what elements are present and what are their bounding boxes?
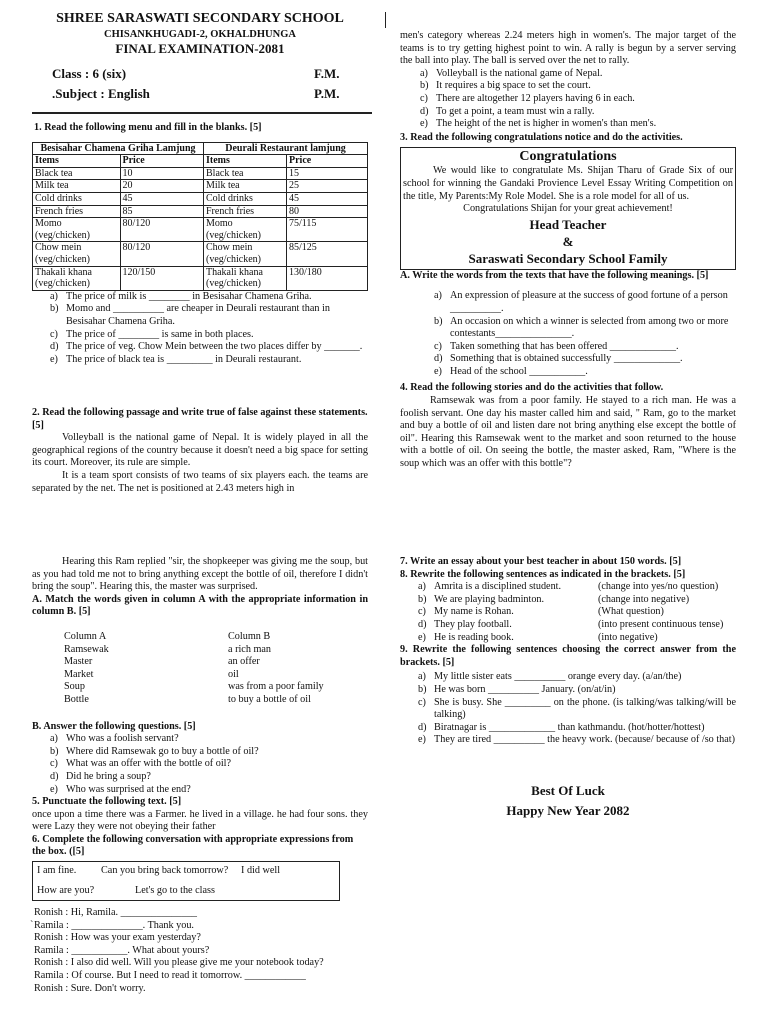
item-text: Taken something that has been offered _____________. [450,340,679,352]
list-item [450,366,736,379]
notice-signature-3: Saraswati Secondary School Family [468,250,668,266]
q5-text: once upon a time there was a Farmer. he lived in a village. he had four sons. they were Lazy they were not obeying their father [32,808,368,833]
list-item [434,594,736,607]
item-text: My name is Rohan. [434,606,514,618]
item-text: The price of ________ is same in both places. [66,328,254,340]
item-text: It requires a big space to set the court. [436,80,591,92]
item-instruction: (change into negative) [598,593,690,605]
menu-cell-a-price: 80/120 [120,218,204,242]
notice-signature-2: & [562,233,574,249]
menu-cell-a-price: 45 [120,192,204,205]
item-text: An occasion on which a winner is selected from among two or more contestants_______________. [450,315,729,340]
menu-cell-a-price: 20 [120,180,204,193]
list-item [436,106,736,119]
best-of-luck: Best Of Luck [531,782,605,798]
q9-title: 9. Rewrite the following sentences choosing the correct answer from the brackets. [5] [400,644,736,668]
column-a-word: Market [64,668,94,680]
menu-row [33,242,368,266]
item-text: The price of black tea is _________ in Deurali restaurant. [66,353,302,365]
menu-cell-a-item: Thakali khana (veg/chicken) [33,266,121,290]
menu-cell-a-item: Chow mein (veg/chicken) [33,242,121,266]
list-item [450,316,736,341]
list-item [450,353,736,366]
menu-col-price-a: Price [120,155,204,168]
menu-cell-b-price: 25 [287,180,368,193]
q2-paragraph-3: men's category whereas 2.24 meters high in women's. The major target of the teams is to try getting highest point to win. A rally is begun by a server serving the ball into play. The ball is served over the net to rally. [400,30,736,67]
list-item [434,697,736,722]
item-text: What was an offer with the bottle of oil? [66,758,232,770]
menu-row [33,192,368,205]
dialog-line: Ramila : Of course. But I need to read it tomorrow. ____________ [34,970,306,982]
match-row [64,681,324,694]
column-a-word: Ramsewak [64,643,109,655]
dialog-line: Ronish : How was your exam yesterday? [34,932,201,944]
list-item [434,632,736,645]
item-text: He is reading book. [434,631,514,643]
item-text: He was born __________ January. (on/at/in) [434,683,616,695]
list-item [434,734,736,747]
menu-cell-b-item: Black tea [204,167,287,180]
q2-title: 2. Read the following passage and write true of false against these statements. [5] [32,407,368,431]
menu-cell-b-item: Chow mein (veg/chicken) [204,242,287,266]
menu-cell-b-price: 80 [287,205,368,218]
expression-5: Let's go to the class [135,885,215,897]
q1-items [32,291,368,367]
notice-signature-1: Head Teacher [529,216,607,232]
school-address: CHISANKHUGADI-2, OKHALDHUNGA [104,29,296,40]
list-item [66,329,368,342]
q4b-items [32,733,368,796]
q7-title: 7. Write an essay about your best teacher in about 150 words. [5] [400,556,682,567]
item-text: Who was a foolish servant? [66,733,179,745]
expression-1: I am fine. [37,865,77,877]
menu-heading-a: Besisahar Chamena Griha Lamjung [33,142,204,155]
menu-table [32,142,368,291]
dialog-line: Ronish : Hi, Ramila. _______________ [34,907,197,919]
column-b-info: oil [228,668,239,680]
expression-2: Can you bring back tomorrow? [101,865,229,877]
match-table [64,631,324,707]
q4-story: Ramsewak was from a poor family. He stayed to a rich man. He was a foolish servant. One day his master called him and said, " Ram, go to the market and buy a bottle of oil and listen dare not bring anything else except the bottle of oil". Hearing this Ramsewak went to the market and soon returned to the house with a bottle of oil. On seeing the bottle, the master asked, Ram, "Where is the soup which was an offer with this bottle"? [400,395,736,470]
item-text: An expression of pleasure at the success of good fortune of a person __________. [450,290,728,314]
congratulations-notice [400,147,736,269]
column-b-info: an offer [228,656,260,668]
item-instruction: (into present continuous tense) [598,618,724,630]
menu-cell-b-price: 45 [287,192,368,205]
question-4-continued [32,556,368,995]
item-text: Where did Ramsewak go to buy a bottle of oil? [66,745,259,757]
menu-cell-b-item: Cold drinks [204,192,287,205]
menu-row [33,218,368,242]
column-b-info: to buy a bottle of oil [228,693,311,705]
exam-header [32,10,368,105]
item-text: Volleyball is the national game of Nepal. [436,67,603,79]
menu-cell-b-item: Thakali khana (veg/chicken) [204,266,287,290]
q3-title: 3. Read the following congratulations notice and do the activities. [400,131,683,143]
exam-title: FINAL EXAMINATION-2081 [115,41,285,56]
questions-7-9 [400,556,736,821]
menu-cell-a-price: 120/150 [120,266,204,290]
list-item [434,606,736,619]
menu-cell-a-item: Black tea [33,167,121,180]
pass-marks: P.M. [314,86,340,101]
list-item [434,684,736,697]
column-a-word: Soup [64,681,85,693]
list-item [66,303,368,328]
match-row [64,644,324,657]
menu-heading-b: Deurali Restaurant lamjung [204,142,368,155]
menu-cell-b-price: 75/115 [287,218,368,242]
menu-col-items-b: Items [204,155,287,168]
item-text: My little sister eats __________ orange every day. (a/an/the) [434,671,682,683]
subject-label: .Subject : English [52,86,150,101]
item-text: Head of the school ___________. [450,365,588,377]
q4a-title: A. Match the words given in column A with the appropriate information in column B. [5] [32,593,368,618]
menu-row [33,266,368,290]
list-item [436,93,736,106]
menu-cell-b-item: Milk tea [204,180,287,193]
menu-cell-a-item: French fries [33,205,121,218]
item-instruction: (change into yes/no question) [598,581,719,593]
notice-heading: Congratulations [519,149,617,165]
question-2-continued [400,30,736,471]
menu-col-items-a: Items [33,155,121,168]
column-a-heading: Column A [64,630,107,642]
list-item [436,118,736,131]
item-text: They play football. [434,618,512,630]
menu-cell-b-price: 130/180 [287,266,368,290]
dialog-line: Ronish : I also did well. Will you please give me your notebook today? [34,957,324,969]
q4-title: 4. Read the following stories and do the activities that follow. [400,382,664,394]
item-instruction: (What question) [598,606,664,618]
menu-cell-a-item: Milk tea [33,180,121,193]
q4-story-continued: Hearing this Ram replied "sir, the shopkeeper was giving me the soup, but as you had told me not to bring anything except the bottle of oil, therefore I didn't bring the soup". Hearing this, the master was surprised. [32,556,368,593]
happy-new-year: Happy New Year 2082 [506,802,630,818]
column-b-info: a rich man [228,643,271,655]
item-instruction: (into negative) [598,631,658,643]
list-item [66,354,368,367]
q1-title: 1. Read the following menu and fill in the blanks. [5] [34,122,262,133]
column-divider [385,12,386,28]
menu-row [33,167,368,180]
list-item [434,722,736,735]
menu-cell-a-item: Momo (veg/chicken) [33,218,121,242]
match-row [64,656,324,669]
stray-mark: ` [30,920,34,932]
q4b-title: B. Answer the following questions. [5] [32,720,196,732]
dialog-line: Ramila : ___________. What about yours? [34,944,210,956]
dialog-line: Ramila : ______________. Thank you. [34,919,194,931]
list-item [450,290,736,315]
list-item [450,341,736,354]
full-marks: F.M. [314,66,340,81]
q3-items [400,290,736,378]
menu-cell-b-price: 15 [287,167,368,180]
list-item [66,291,368,304]
menu-cell-a-price: 10 [120,167,204,180]
list-item [434,619,736,632]
school-name: SHREE SARASWATI SECONDARY SCHOOL [56,11,344,26]
q2-items [400,68,736,131]
expression-box [32,861,340,901]
question-2 [32,407,368,495]
match-row [64,694,324,707]
item-text: Amrita is a disciplined student. [434,581,562,593]
menu-cell-b-item: French fries [204,205,287,218]
list-item [436,80,736,93]
item-text: Did he bring a soup? [66,770,151,782]
list-item [436,68,736,81]
menu-row [33,205,368,218]
item-text: She is busy. She _________ on the phone. (is talking/was talking/will be talking) [434,696,736,721]
class-label: Class : 6 (six) [52,66,127,81]
header-divider [32,112,372,114]
menu-col-price-b: Price [287,155,368,168]
q9-items [400,671,736,747]
q8-title: 8. Rewrite the following sentences as indicated in the brackets. [5] [400,568,686,580]
item-text: Biratnagar is _____________ than kathmandu. (hot/hotter/hottest) [434,721,705,733]
column-a-word: Bottle [64,693,89,705]
list-item [434,671,736,684]
list-item [434,581,736,594]
q2-paragraph-2: It is a team sport consists of two teams of six players each. the teams are separated by the net. The net is positioned at 2.43 meters high in [32,469,368,494]
q5-title: 5. Punctuate the following text. [5] [32,796,182,808]
list-item [66,746,368,759]
item-text: To get a point, a team must win a rally. [436,105,595,117]
q8-items [400,581,736,644]
item-text: Momo and __________ are cheaper in Deurali restaurant than in Besisahar Chamena Griha. [66,303,330,327]
notice-body: We would like to congratulate Ms. Shijan Tharu of Grade Six of our school for winning the Gandaki Provience Level Essay Writing Competition on the title, My Parents:My Role Model. She is a role model for all of us. [403,165,733,202]
q6-title: 6. Complete the following conversation with appropriate expressions from the box. ([5] [32,833,354,858]
menu-cell-a-price: 80/120 [120,242,204,266]
menu-cell-b-price: 85/125 [287,242,368,266]
expression-4: How are you? [37,885,95,897]
item-text: They are tired __________ the heavy work. (because/ because of /so that) [434,734,735,746]
item-text: The height of the net is higher in women's than men's. [436,118,657,130]
q3a-title: A. Write the words from the texts that have the following meanings. [5] [400,269,709,281]
q2-paragraph-1: Volleyball is the national game of Nepal. It is widely played in all the geographical regions of the country because it doesn't need a big space for setting its court. Moreover, its rule are simple. [32,432,368,469]
item-text: We are playing badminton. [434,593,545,605]
list-item [66,341,368,354]
match-row [64,669,324,682]
item-text: There are altogether 12 players having 6 in each. [436,92,635,104]
menu-cell-a-item: Cold drinks [33,192,121,205]
menu-row [33,180,368,193]
column-b-heading: Column B [228,630,271,642]
notice-line: Congratulations Shijan for your great achievement! [463,203,673,215]
expression-3: I did well [241,865,281,877]
column-b-info: was from a poor family [228,681,324,693]
item-text: The price of milk is ________ in Besisahar Chamena Griha. [66,290,312,302]
menu-cell-b-item: Momo (veg/chicken) [204,218,287,242]
item-text: Who was surprised at the end? [66,783,191,795]
item-text: Something that is obtained successfully _____________. [450,353,683,365]
question-1 [32,122,368,366]
list-item [66,771,368,784]
list-item [66,733,368,746]
conversation [32,907,368,995]
menu-cell-a-price: 85 [120,205,204,218]
dialog-line: Ronish : Sure. Don't worry. [34,982,146,994]
column-a-word: Master [64,656,93,668]
list-item [66,758,368,771]
list-item [66,784,368,797]
item-text: The price of veg. Chow Mein between the two places differ by _______. [66,341,363,353]
